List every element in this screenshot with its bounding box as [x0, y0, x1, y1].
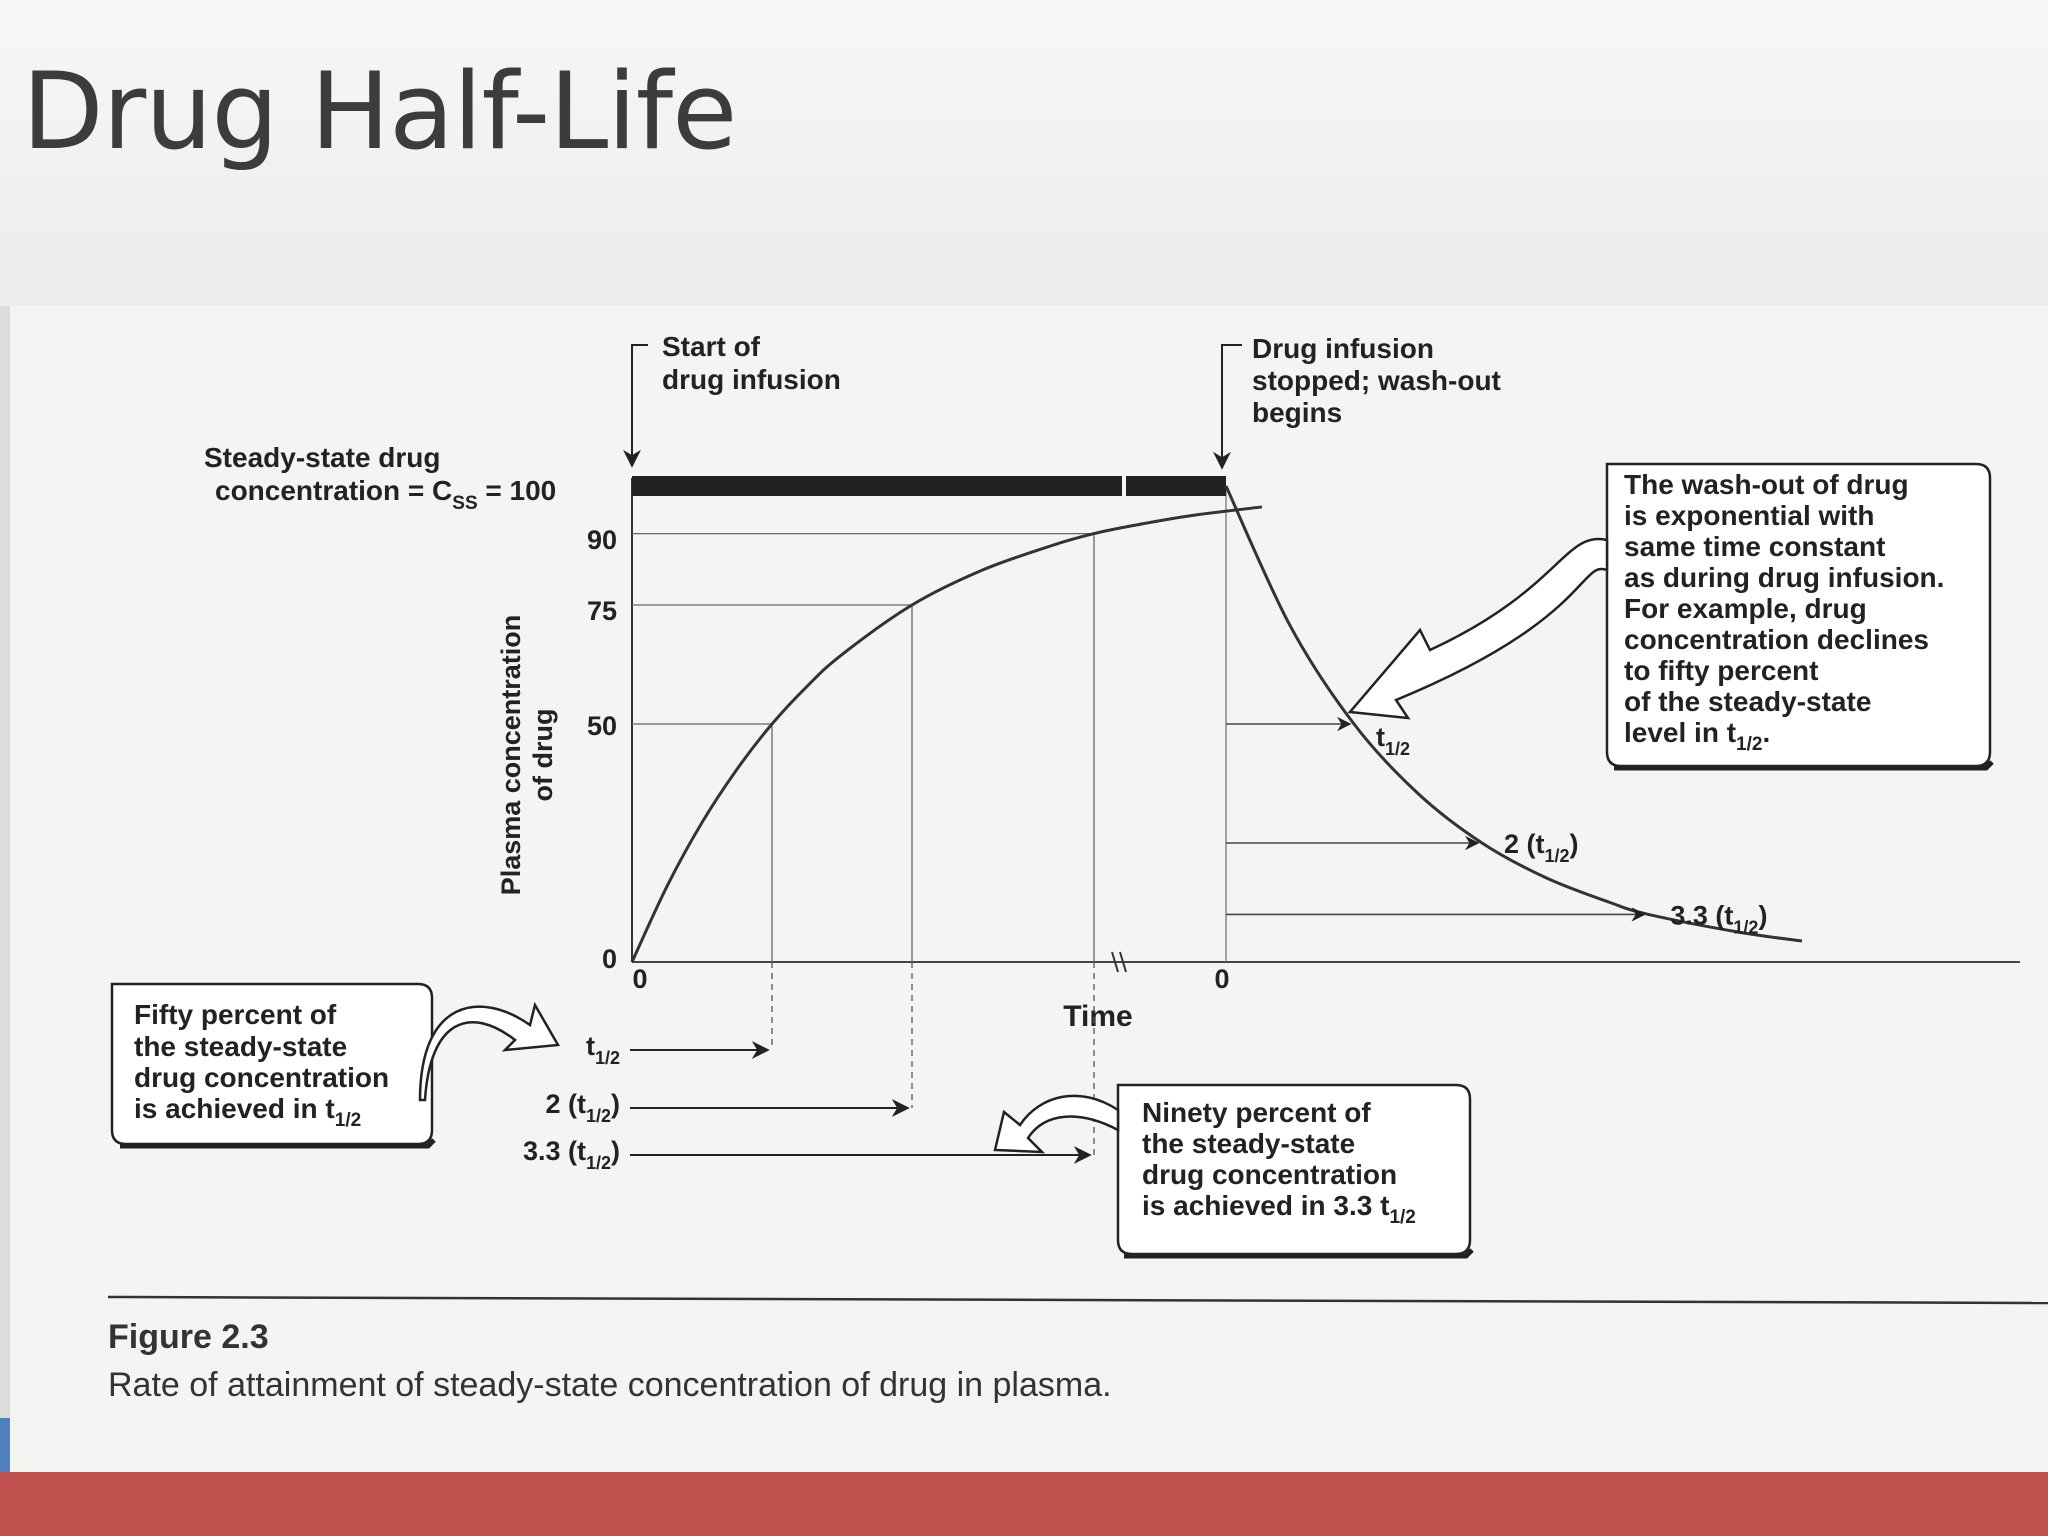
bottom-bar [0, 1472, 2048, 1536]
caption-rule [108, 1297, 2048, 1303]
ninety-callout-line1: Ninety percent of [1142, 1097, 1371, 1128]
x-zero-infusion: 0 [632, 964, 648, 994]
css-label-line1: Steady-state drug [204, 442, 441, 473]
fifty-callout-arrow [420, 1005, 558, 1100]
washout-callout-line8: of the steady-state [1624, 686, 1872, 717]
y-tick-75: 75 [586, 596, 617, 626]
washout-marker-label-2: 2 $(t_{1/2})$ [1504, 829, 1579, 866]
y-tick-0: 0 [601, 944, 617, 974]
infusion-marker-label-1: $t_{1/2}$ [585, 1031, 620, 1068]
ninety-callout-line3: drug concentration [1142, 1159, 1398, 1190]
figure-label: Figure 2.3 [108, 1318, 269, 1356]
steady-state-bar-right [1126, 476, 1226, 496]
infusion-start-label-2: drug infusion [662, 364, 841, 395]
x-zero-washout: 0 [1214, 964, 1230, 994]
washout-marker-label-3: 3.3 $(t_{1/2})$ [1670, 900, 1768, 938]
washout-marker-label-1: $t_{1/2}$ [1376, 722, 1411, 759]
infusion-start-label-1: Start of [662, 331, 760, 362]
infusion-start-bracket [632, 345, 648, 466]
washout-callout-line5: For example, drug [1624, 593, 1867, 624]
washout-callout-line4: as during drug infusion. [1624, 562, 1945, 593]
ninety-callout-line2: the steady-state [1142, 1128, 1356, 1159]
y-axis-label-line1: Plasma concentration [496, 614, 526, 896]
ninety-callout-line4: is achieved in 3.3 $t_{1/2}$ [1142, 1190, 1416, 1228]
infusion-stop-label-3: begins [1252, 397, 1343, 428]
washout-callout-line2: is exponential with [1624, 500, 1875, 531]
slide-title: Drug Half-Life [22, 50, 737, 173]
fifty-callout-line1: Fifty percent of [134, 999, 337, 1030]
washout-callout-line7: to fifty percent [1624, 655, 1819, 686]
ninety-callout-arrow [995, 1096, 1118, 1152]
washout-callout-line3: same time constant [1624, 531, 1886, 562]
y-tick-90: 90 [586, 525, 617, 555]
infusion-stop-bracket [1222, 345, 1242, 468]
steady-state-bar-left [632, 476, 1122, 496]
infusion-curve [632, 507, 1262, 962]
fifty-callout-line3: drug concentration [134, 1062, 390, 1093]
washout-callout-arrow [1350, 539, 1607, 718]
y-tick-50: 50 [586, 711, 617, 741]
chart-guides [632, 534, 1094, 1155]
infusion-marker-label-2: 2 $(t_{1/2})$ [545, 1089, 620, 1126]
infusion-marker-label-3: 3.3 $(t_{1/2})$ [522, 1136, 620, 1173]
x-axis-label: Time [1063, 1000, 1133, 1033]
fifty-callout-line2: the steady-state [134, 1031, 348, 1062]
washout-callout-line1: The wash-out of drug [1624, 469, 1909, 500]
y-axis-label-line2: of drug [528, 708, 558, 802]
css-label-line2: concentration = $C_{SS} = 100$ [215, 475, 557, 514]
washout-callout-line9: level in $t_{1/2}$. [1624, 717, 1771, 755]
fifty-callout-line4: is achieved in $t_{1/2}$ [134, 1093, 362, 1131]
figure-caption: Rate of attainment of steady-state concentration of drug in plasma. [108, 1366, 1112, 1404]
infusion-stop-label-2: stopped; wash-out [1252, 365, 1501, 396]
washout-callout-line6: concentration declines [1624, 624, 1929, 655]
infusion-stop-label-1: Drug infusion [1252, 333, 1434, 364]
